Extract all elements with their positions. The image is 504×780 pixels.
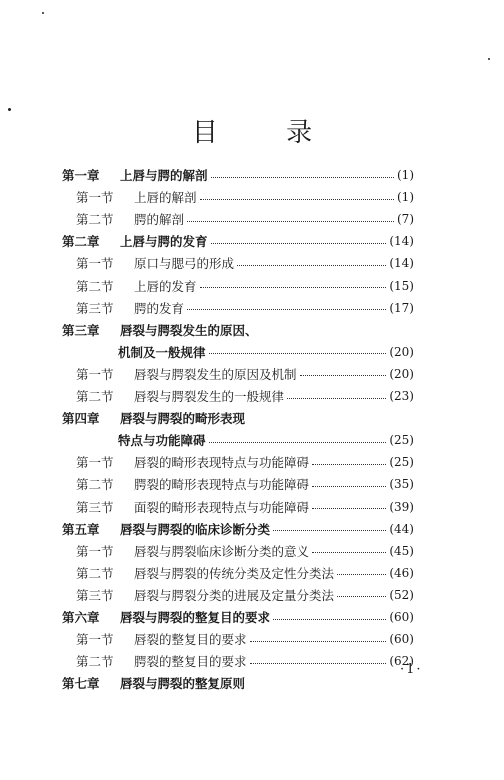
scan-speck xyxy=(488,58,490,60)
dot-leader xyxy=(273,530,386,531)
toc-page-number: (14) xyxy=(389,234,414,249)
dot-leader xyxy=(337,596,386,597)
toc-entry-label: 第一节 xyxy=(76,543,114,559)
toc-page-number: (35) xyxy=(389,477,414,492)
toc-page-number: (20) xyxy=(389,344,414,359)
toc-page-number: (52) xyxy=(389,587,414,602)
toc-page-number: (25) xyxy=(389,433,414,448)
dot-leader xyxy=(211,177,394,178)
toc-entry-title: 唇裂与腭裂发生的原因、 xyxy=(120,322,258,338)
toc-page-number: (25) xyxy=(389,455,414,470)
page-title: 目 录 xyxy=(191,118,343,148)
toc-chapter-row xyxy=(62,606,414,628)
toc-entry-title: 唇裂与腭裂发生的一般规律 xyxy=(134,389,285,404)
toc-entry-label: 第一节 xyxy=(76,190,114,206)
toc-section-row xyxy=(76,473,414,495)
dot-leader xyxy=(211,243,387,244)
toc-entry-label: 第三节 xyxy=(76,499,114,515)
toc-entry-label: 第三节 xyxy=(76,300,114,316)
toc-page-number: (44) xyxy=(389,521,414,536)
dot-leader xyxy=(250,663,387,664)
toc-section-row xyxy=(76,385,414,407)
toc-entry-title: 面裂的畸形表现特点与功能障碍 xyxy=(134,499,310,515)
dot-leader xyxy=(300,375,387,376)
toc-entry-title: 上唇与腭的发育 xyxy=(120,234,208,250)
toc-page-number: (46) xyxy=(389,565,414,580)
dot-leader xyxy=(200,199,394,200)
toc-entry-label: 第四章 xyxy=(62,411,100,427)
toc-chapter-row xyxy=(62,319,414,341)
toc-entry-label: 第二节 xyxy=(76,565,114,581)
toc-page-number: (20) xyxy=(389,366,414,381)
toc-chapter-row xyxy=(62,164,414,186)
toc-entry-title: 唇裂与腭裂发生的原因及机制 xyxy=(134,366,297,382)
toc-entry-title: 唇裂与腭裂的畸形表现 xyxy=(120,411,246,427)
toc-entry-title: 唇裂与腭裂分类的进展及定量分类法 xyxy=(134,587,335,603)
toc-entry-title: 上唇的解剖 xyxy=(134,190,197,206)
toc-page-number: (60) xyxy=(389,610,414,624)
toc-entry-label: 第二章 xyxy=(62,234,100,250)
toc-chapter-row xyxy=(62,672,414,694)
toc-section-row xyxy=(76,275,414,297)
toc-entry-label: 第二节 xyxy=(76,389,114,404)
toc-entry-title: 原口与腮弓的形成 xyxy=(134,256,235,272)
dot-leader xyxy=(312,508,386,509)
toc-entry-label: 第六章 xyxy=(62,610,100,625)
toc-entry-title: 特点与功能障碍 xyxy=(118,433,206,449)
toc-entry-label: 第五章 xyxy=(62,521,100,537)
toc-page-number: (7) xyxy=(397,212,414,227)
dot-leader xyxy=(312,464,386,465)
toc-section-row xyxy=(76,297,414,319)
toc-chapter-row xyxy=(118,429,414,451)
dot-leader xyxy=(250,641,387,642)
toc-page-number: (23) xyxy=(389,389,414,403)
toc-entry-title: 唇裂的整复目的要求 xyxy=(134,632,247,648)
toc-entry-title: 机制及一般规律 xyxy=(118,344,206,360)
toc-entry-label: 第二节 xyxy=(76,212,114,228)
toc-entry-label: 第二节 xyxy=(76,654,114,670)
toc-section-row xyxy=(76,208,414,230)
toc-chapter-row xyxy=(62,407,414,429)
toc-page-number: (1) xyxy=(397,168,414,182)
toc-page-number: (45) xyxy=(389,543,414,558)
toc-entry-title: 上唇的发育 xyxy=(134,278,197,294)
dot-leader xyxy=(209,442,387,443)
dot-leader xyxy=(337,574,386,575)
toc-entry-title: 唇裂与腭裂的整复原则 xyxy=(120,676,246,692)
toc-entry-title: 上唇与腭的解剖 xyxy=(120,168,208,183)
toc-entry-title: 唇裂与腭裂的临床诊断分类 xyxy=(120,521,271,537)
toc-page-number: (17) xyxy=(389,300,414,315)
dot-leader xyxy=(200,287,387,288)
toc-entry-title: 唇裂与腭裂的传统分类及定性分类法 xyxy=(134,565,335,581)
toc-entry-label: 第一节 xyxy=(76,366,114,382)
toc-chapter-row xyxy=(62,230,414,252)
dot-leader xyxy=(187,221,394,222)
toc-section-row xyxy=(76,628,414,650)
toc-entry-label: 第二节 xyxy=(76,278,114,294)
toc-entry-title: 唇裂的畸形表现特点与功能障碍 xyxy=(134,455,310,471)
toc-entry-title: 唇裂与腭裂的整复目的要求 xyxy=(120,610,271,625)
dot-leader xyxy=(209,353,387,354)
toc-section-row xyxy=(76,562,414,584)
toc-section-row xyxy=(76,650,414,672)
toc-chapter-row xyxy=(62,518,414,540)
toc-entry-title: 腭的解剖 xyxy=(134,212,185,228)
dot-leader xyxy=(287,398,386,399)
toc-section-row xyxy=(76,451,414,473)
toc-page-number: (60) xyxy=(389,632,414,647)
scan-speck xyxy=(8,108,11,111)
toc-entry-label: 第七章 xyxy=(62,676,100,692)
toc-entry-label: 第一章 xyxy=(62,168,100,183)
toc-section-row xyxy=(76,186,414,208)
dot-leader xyxy=(312,486,386,487)
toc-section-row xyxy=(76,540,414,562)
toc-entry-label: 第一节 xyxy=(76,455,114,471)
toc-page-number: (39) xyxy=(389,499,414,514)
toc-page-number: (14) xyxy=(389,256,414,271)
toc-section-row xyxy=(76,363,414,385)
toc-entry-label: 第三节 xyxy=(76,587,114,603)
toc-entry-title: 腭裂的整复目的要求 xyxy=(134,654,247,670)
toc-section-row xyxy=(76,252,414,274)
toc-section-row xyxy=(76,496,414,518)
toc-page-number: (62) xyxy=(389,654,414,669)
toc-entry-label: 第一节 xyxy=(76,256,114,272)
toc-entry-title: 唇裂与腭裂临床诊断分类的意义 xyxy=(134,543,310,559)
page-number: ·1· xyxy=(400,662,423,677)
dot-leader xyxy=(237,265,386,266)
toc-page-number: (1) xyxy=(397,190,414,205)
toc-page-number: (15) xyxy=(389,278,414,293)
toc-entry-label: 第一节 xyxy=(76,632,114,648)
toc-section-row xyxy=(76,584,414,606)
toc-entry-label: 第三章 xyxy=(62,322,100,338)
toc-entry-label: 第二节 xyxy=(76,477,114,493)
toc-chapter-row xyxy=(118,341,414,363)
toc-entry-title: 腭裂的畸形表现特点与功能障碍 xyxy=(134,477,310,493)
dot-leader xyxy=(312,552,386,553)
dot-leader xyxy=(273,619,386,620)
dot-leader xyxy=(187,309,386,310)
toc-entry-title: 腭的发育 xyxy=(134,300,185,316)
scan-speck xyxy=(42,12,44,14)
